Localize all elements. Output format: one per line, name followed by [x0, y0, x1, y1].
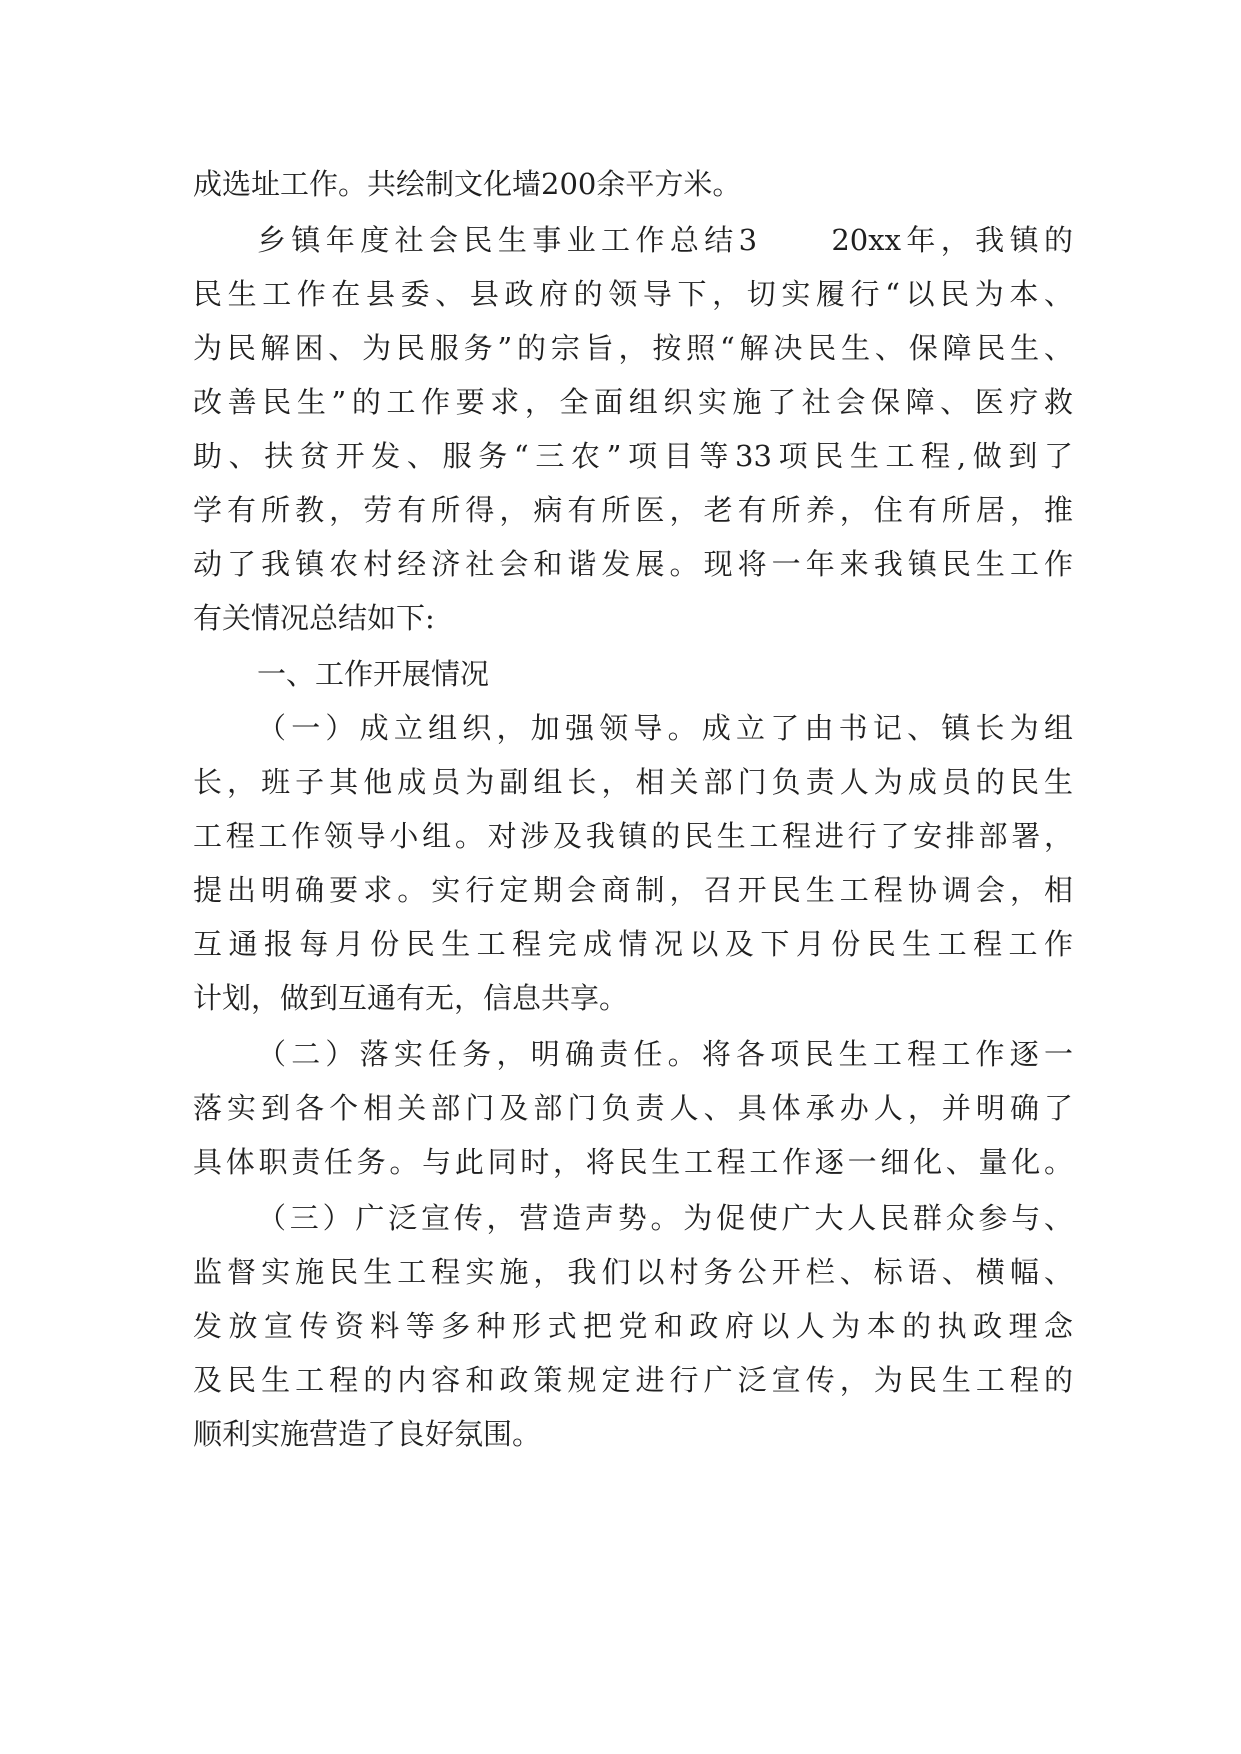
text-line: 互通报每月份民生工程完成情况以及下月份民生工程工作	[193, 927, 1073, 961]
text-line: 顺利实施营造了良好氛围。	[193, 1417, 542, 1451]
text-line: 为民解困、为民服务”的宗旨，按照“解决民生、保障民生、	[193, 331, 1073, 365]
text-line: 有关情况总结如下:	[193, 601, 435, 635]
text-line: 落实到各个相关部门及部门负责人、具体承办人，并明确了	[193, 1091, 1073, 1125]
text-line: 具体职责任务。与此同时，将民生工程工作逐一细化、量化。	[193, 1145, 1073, 1179]
section-heading: 一、工作开展情况	[257, 657, 490, 691]
text-line: （三）广泛宣传，营造声势。为促使广大人民群众参与、	[257, 1201, 1073, 1235]
text-line: 成选址工作。共绘制文化墙200余平方米。	[193, 167, 742, 201]
text-line: （一）成立组织，加强领导。成立了由书记、镇长为组	[257, 711, 1073, 745]
text-line: 监督实施民生工程实施，我们以村务公开栏、标语、横幅、	[193, 1255, 1073, 1289]
text-line: 发放宣传资料等多种形式把党和政府以人为本的执政理念	[193, 1309, 1073, 1343]
text-line: 计划，做到互通有无，信息共享。	[193, 981, 629, 1015]
text-line: 改善民生”的工作要求，全面组织实施了社会保障、医疗救	[193, 385, 1073, 419]
text-line: （二）落实任务，明确责任。将各项民生工程工作逐一	[257, 1037, 1073, 1071]
text-line: 乡镇年度社会民生事业工作总结3 20xx年，我镇的	[257, 223, 1073, 257]
text-line: 及民生工程的内容和政策规定进行广泛宣传，为民生工程的	[193, 1363, 1073, 1397]
text-line: 长，班子其他成员为副组长，相关部门负责人为成员的民生	[193, 765, 1073, 799]
text-line: 助、扶贫开发、服务“三农”项目等33项民生工程,做到了	[193, 439, 1073, 473]
text-line: 提出明确要求。实行定期会商制，召开民生工程协调会，相	[193, 873, 1073, 907]
text-line: 民生工作在县委、县政府的领导下，切实履行“以民为本、	[193, 277, 1073, 311]
text-line: 工程工作领导小组。对涉及我镇的民生工程进行了安排部署，	[193, 819, 1073, 853]
text-line: 动了我镇农村经济社会和谐发展。现将一年来我镇民生工作	[193, 547, 1073, 581]
text-line: 学有所教，劳有所得，病有所医，老有所养，住有所居，推	[193, 493, 1073, 527]
